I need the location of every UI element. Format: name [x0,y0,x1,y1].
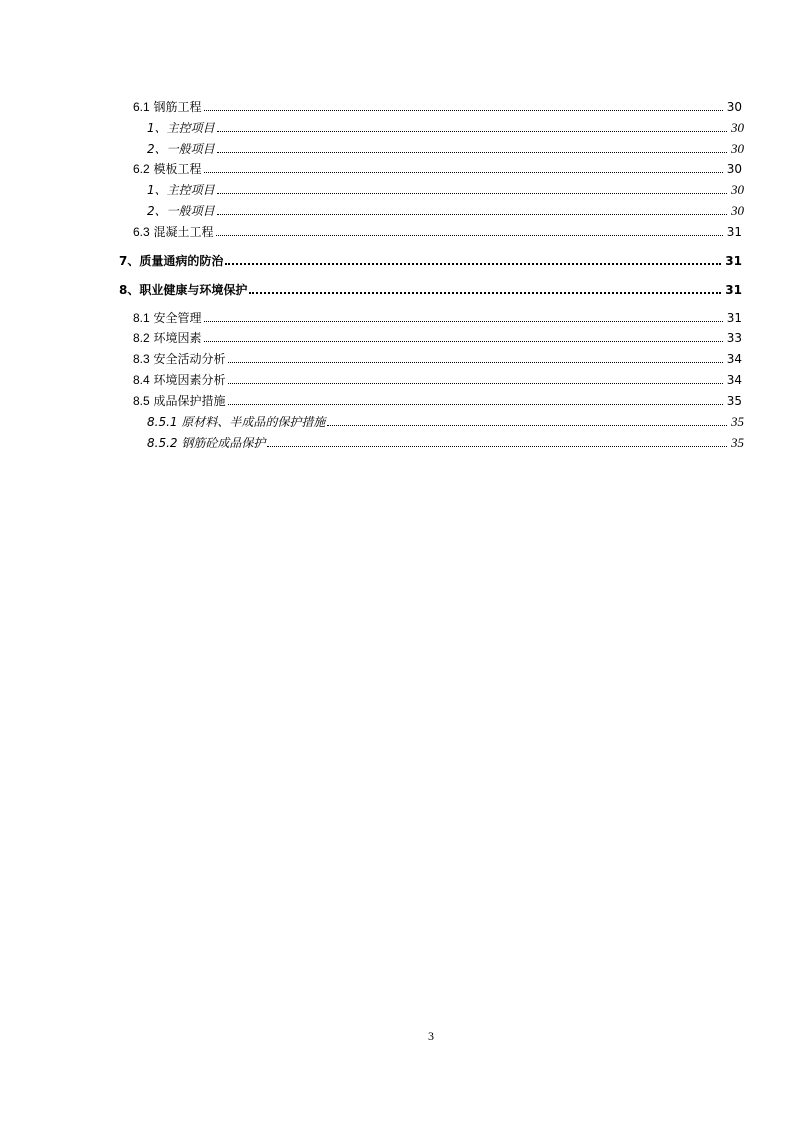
toc-entry-page: 30 [726,162,742,176]
toc-entry[interactable] [147,203,744,219]
toc-entry-page: 31 [726,311,742,325]
toc-entry-number: 8.5.2 [147,436,178,450]
toc-entry-number: 8.5.1 [147,415,178,429]
toc-entry-page: 31 [725,283,742,297]
toc-entry-page: 35 [731,435,744,450]
toc-entry-title [133,99,204,115]
toc-entry-title [147,414,327,430]
toc-entry-number: 7、 [119,254,140,268]
dot-leader [327,424,727,426]
toc-entry-page: 34 [726,373,742,387]
toc-entry-title [133,224,216,240]
toc-entry-page: 30 [731,203,744,218]
toc-entry-label: 钢筋砼成品保护 [181,436,266,450]
toc-entry-label: 安全管理 [153,311,202,325]
toc-entry-label: 混凝土工程 [153,225,214,239]
toc-entry-title [119,253,225,269]
toc-entry-page: 30 [731,120,744,135]
toc-entry-number: 2、 [147,142,167,156]
toc-entry-number: 1、 [147,183,167,197]
toc-entry-label: 职业健康与环境保护 [139,283,248,297]
toc-entry[interactable] [133,99,742,115]
toc-entry-page: 33 [726,331,742,345]
toc-entry-title [133,161,204,177]
toc-entry-label: 质量通病的防治 [139,254,224,268]
toc-entry-page: 31 [726,225,742,239]
dot-leader [204,320,723,322]
toc-entry-number: 6.1 [133,100,150,114]
page-number: 3 [428,1029,434,1043]
dot-leader [225,262,721,265]
toc-entry-title [147,203,217,219]
toc-entry-title [133,372,228,388]
dot-leader [249,291,721,294]
dot-leader [217,213,727,215]
toc-entry-title [133,310,204,326]
toc-entry-number: 8、 [119,283,140,297]
toc-entry-label: 主控项目 [166,121,215,135]
toc-entry-label: 环境因素 [153,331,202,345]
toc-entry-label: 钢筋工程 [153,100,202,114]
toc-entry-number: 8.5 [133,394,150,408]
toc-entry[interactable] [133,330,742,346]
dot-leader [228,403,723,405]
toc-entry-number: 8.1 [133,311,150,325]
dot-leader [217,130,727,132]
toc-entry-number: 8.4 [133,373,150,387]
dot-leader [204,340,723,342]
toc-entry[interactable] [133,310,742,326]
toc-entry-page: 30 [726,100,742,114]
dot-leader [228,382,723,384]
toc-entry-page: 31 [725,254,742,268]
toc-entry[interactable] [147,141,744,157]
toc-entry-number: 8.3 [133,352,150,366]
toc-entry[interactable] [133,224,742,240]
toc-entry-number: 2、 [147,204,167,218]
toc-entry-page: 34 [726,352,742,366]
toc-entry[interactable] [133,351,742,367]
toc-entry-number: 6.3 [133,225,150,239]
toc-entry[interactable] [147,414,744,430]
toc-entry-page: 30 [731,141,744,156]
dot-leader [204,109,723,111]
toc-entry-label: 一般项目 [166,204,215,218]
toc-entry-title [147,141,217,157]
toc-entry-label: 环境因素分析 [153,373,226,387]
toc-entry-title [133,351,228,367]
dot-leader [217,151,727,153]
toc-entry-page: 35 [731,414,744,429]
toc-entry[interactable] [133,161,742,177]
toc-entry[interactable] [133,372,742,388]
toc-entry[interactable] [119,253,742,269]
toc-entry-number: 1、 [147,121,167,135]
toc-entry[interactable] [119,282,742,298]
toc-entry-label: 模板工程 [153,162,202,176]
dot-leader [216,234,723,236]
toc-entry-title [147,435,267,451]
toc-entry-label: 一般项目 [166,142,215,156]
toc-entry-label: 原材料、半成品的保护措施 [181,415,326,429]
toc-entry-title [147,120,217,136]
toc-entry-number: 6.2 [133,162,150,176]
toc-entry-title [133,330,204,346]
dot-leader [204,171,723,173]
toc-entry-label: 安全活动分析 [153,352,226,366]
toc-entry[interactable] [147,120,744,136]
dot-leader [228,361,723,363]
toc-entry-page: 35 [726,394,742,408]
toc-entry-page: 30 [731,182,744,197]
toc-entry-number: 8.2 [133,331,150,345]
toc-entry[interactable] [133,393,742,409]
toc-entry-title [133,393,228,409]
toc-entry[interactable] [147,435,744,451]
toc-entry-label: 成品保护措施 [153,394,226,408]
toc-entry[interactable] [147,182,744,198]
toc-entry-title [147,182,217,198]
dot-leader [217,192,727,194]
toc-entry-title [119,282,249,298]
dot-leader [267,445,727,447]
toc-entry-label: 主控项目 [166,183,215,197]
